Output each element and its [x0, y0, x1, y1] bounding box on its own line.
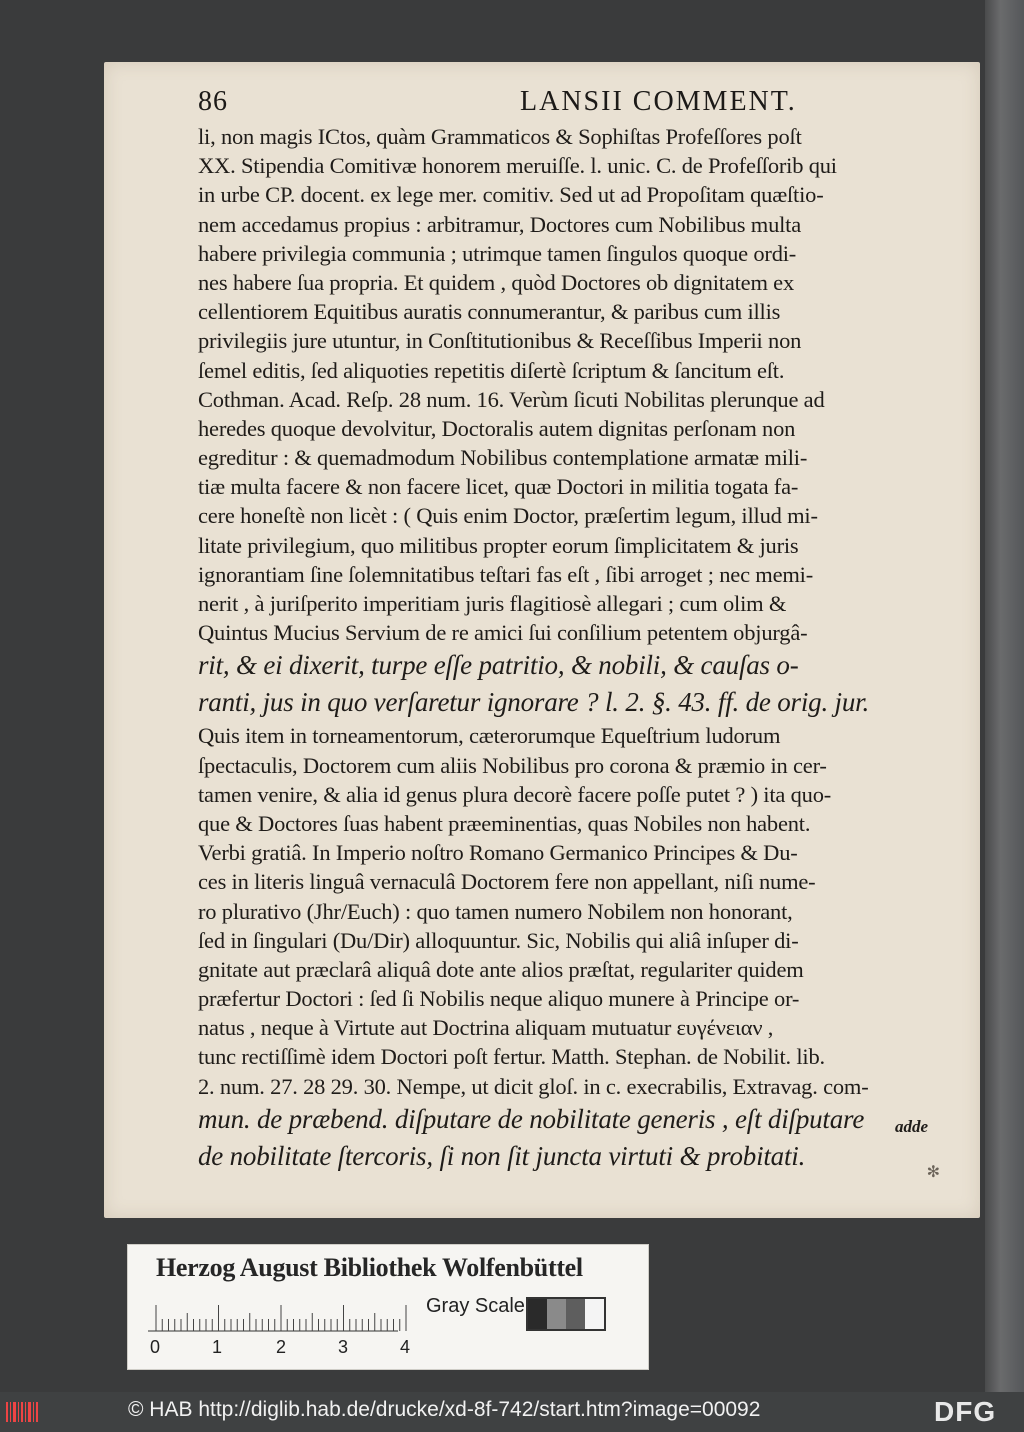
text-line: ignorantiam ſine ſolemnitatibus teſtari fas eſt , ſibi arroget ; nec memi-	[198, 561, 814, 587]
text-line: heredes quoque devolvitur, Doctoralis autem dignitas perſonam non	[198, 415, 796, 441]
source-link[interactable]: © HAB http://diglib.hab.de/drucke/xd-8f-742/start.htm?image=00092	[128, 1398, 761, 1421]
ruler-number: 2	[276, 1337, 287, 1357]
text-line: Quis item in torneamentorum, cæterorumque Equeſtrium ludorum	[198, 723, 781, 749]
text-line: privilegiis jure utuntur, in Conſtitutionibus & Receſſibus Imperii non	[198, 328, 802, 354]
text-line: Verbi gratiâ. In Imperio noſtro Romano Germanico Principes & Du-	[198, 840, 798, 866]
running-head	[198, 86, 958, 126]
text-line-italic: rit, & ei dixerit, turpe eſſe patritio, & nobili, & cauſas o-	[198, 650, 799, 681]
text-line: cere honeſtè non licèt : ( Quis enim Doctor, præſertim legum, illud mi-	[198, 503, 818, 529]
text-line-italic: de nobilitate ſtercoris, ſi non ſit juncta virtuti & probitati.	[198, 1140, 806, 1171]
text-line: nerit , à juriſperito imperitiam juris flagitiosè allegari ; cum olim &	[198, 591, 787, 616]
text-line: nes habere ſua propria. Et quidem , quòd Doctores ob dignitatem ex	[198, 269, 795, 295]
ruler-number: 3	[338, 1337, 349, 1357]
gray-swatch	[547, 1299, 566, 1329]
text-line: que & Doctores ſuas habent præeminentias, quas Nobiles non habent.	[198, 810, 811, 836]
ruler-number: 1	[212, 1337, 223, 1357]
text-line: ſed in ſingulari (Du/Dir) alloquuntur. Sic, Nobilis qui aliâ inſuper di-	[198, 927, 799, 953]
library-name: Herzog August Bibliothek Wolfenbüttel	[156, 1253, 583, 1282]
text-line: tamen venire, & alia id genus plura decorè facere poſſe putet ? ) ita quo-	[198, 781, 832, 807]
text-line: habere privilegia communia ; utrimque tamen ſingulos quoque ordi-	[198, 240, 797, 266]
text-line: cellentiorem Equitibus auratis connumerantur, & paribus cum illis	[198, 299, 781, 325]
color-calibration-label	[127, 1244, 649, 1370]
text-line: Quintus Mucius Servium de re amici ſui conſilium petentem objurgâ-	[198, 620, 808, 646]
text-line: ro plurativo (Jhr/Euch) : quo tamen numero Nobilem non honorant,	[198, 898, 793, 924]
book-page	[104, 62, 980, 1218]
text-line: tiæ multa facere & non facere licet, quæ Doctori in militia togata fa-	[198, 474, 799, 500]
gray-scale-swatches	[526, 1297, 606, 1331]
ruler-number: 0	[150, 1337, 161, 1357]
text-line: ſpectaculis, Doctorem cum aliis Nobilibus pro corona & præmio in cer-	[198, 752, 827, 778]
running-head-title: LANSII COMMENT.	[520, 86, 797, 117]
text-line: gnitate aut præclarâ aliquâ dote ante alios præſtat, regulariter quidem	[198, 956, 804, 982]
text-line: li, non magis ICtos, quàm Grammaticos & Sophiſtas Profeſſores poſt	[198, 124, 802, 149]
text-line-italic: ranti, jus in quo verſaretur ignorare ? l. 2. §. 43. ff. de orig. jur.	[198, 687, 870, 718]
gray-scale-label: Gray Scale	[426, 1295, 525, 1317]
page-text	[198, 122, 958, 1175]
hab-barcode-logo-icon	[6, 1400, 40, 1424]
book-edge	[985, 0, 1024, 1392]
text-line: ces in literis linguâ vernaculâ Doctorem fere non appellant, niſi nume-	[198, 869, 816, 895]
catchword: adde	[894, 1117, 928, 1136]
text-line: præfertur Doctori : ſed ſi Nobilis neque aliquo munere à Principe or-	[198, 986, 800, 1012]
text-line: egreditur : & quemadmodum Nobilibus contemplatione armatæ mili-	[198, 445, 808, 471]
scale-ruler	[148, 1295, 418, 1335]
ink-smudge: ✻	[926, 1164, 940, 1181]
text-line: in urbe CP. docent. ex lege mer. comitiv. Sed ut ad Propoſitam quæſtio-	[198, 182, 824, 208]
text-line: nem accedamus propius : arbitramur, Doctores cum Nobilibus multa	[198, 211, 802, 237]
text-line: Cothman. Acad. Reſp. 28 num. 16. Verùm ſicuti Nobilitas plerunque ad	[198, 386, 825, 412]
dfg-logo: DFG	[934, 1396, 997, 1427]
gray-swatch	[566, 1299, 585, 1329]
text-line: 2. num. 27. 28 29. 30. Nempe, ut dicit gloſ. in c. execrabilis, Extravag. com-	[198, 1073, 869, 1099]
text-line: XX. Stipendia Comitivæ honorem meruiſſe. l. unic. C. de Profeſſorib qui	[198, 153, 837, 179]
footer-bar	[0, 1392, 1024, 1432]
ruler-number: 4	[400, 1337, 411, 1357]
text-line: tunc rectiſſimè idem Doctori poſt fertur. Matth. Stephan. de Nobilit. lib.	[198, 1044, 825, 1070]
text-line: ſemel editis, ſed aliquoties repetitis diſertè ſcriptum & ſancitum eſt.	[198, 357, 785, 383]
text-line: natus , neque à Virtute aut Doctrina aliquam mutuatur ευγένειαν ,	[198, 1015, 774, 1041]
text-line-italic: mun. de præbend. diſputare de nobilitate generis , eſt diſputare	[198, 1103, 865, 1134]
gray-swatch	[585, 1299, 604, 1329]
gray-swatch	[528, 1299, 547, 1329]
page-number: 86	[198, 86, 228, 117]
text-line: litate privilegium, quo militibus propter eorum ſimplicitatem & juris	[198, 532, 799, 558]
